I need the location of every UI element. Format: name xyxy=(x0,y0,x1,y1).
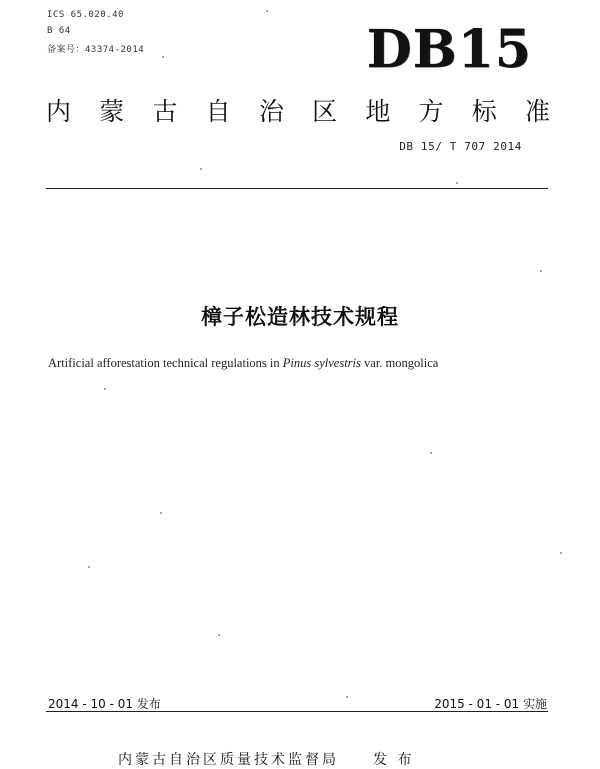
standard-type-char: 古 xyxy=(152,97,178,126)
standard-type-char: 区 xyxy=(312,97,338,126)
standard-type-char: 标 xyxy=(471,97,497,126)
ccs-code: B 64 xyxy=(47,26,71,36)
standard-type-heading xyxy=(46,92,550,128)
title-english-prefix: Artificial afforestation technical regulations in xyxy=(48,356,283,370)
scan-speck xyxy=(560,552,562,554)
standard-type-char: 自 xyxy=(205,97,231,126)
scan-speck xyxy=(160,512,162,514)
scan-speck xyxy=(540,270,542,272)
title-english-suffix: var. mongolica xyxy=(360,356,439,370)
scan-speck xyxy=(88,566,90,568)
scan-speck xyxy=(266,10,268,12)
standard-type-char: 准 xyxy=(524,97,550,126)
scan-speck xyxy=(456,182,458,184)
title-english-latin-name: Pinus sylvestris xyxy=(282,356,361,370)
scan-speck xyxy=(162,56,164,58)
standard-type-char: 地 xyxy=(365,97,391,126)
standard-type-char: 方 xyxy=(418,97,444,126)
scan-speck xyxy=(200,168,202,170)
scan-speck xyxy=(346,696,348,698)
header-divider xyxy=(46,188,548,189)
issuer-action: 发 布 xyxy=(373,752,415,768)
scan-speck xyxy=(104,388,106,390)
scan-speck xyxy=(218,634,220,636)
standard-type-char: 蒙 xyxy=(99,97,125,126)
issuing-authority xyxy=(118,749,414,769)
document-title-chinese: 樟子松造林技术规程 xyxy=(201,305,399,329)
issuer-name: 内蒙古自治区质量技术监督局 xyxy=(118,752,339,768)
issue-date: 2014 - 10 - 01 发布 xyxy=(48,697,161,711)
scan-speck xyxy=(430,452,432,454)
ics-code: ICS 65.020.40 xyxy=(47,10,124,20)
db15-logo: DB15 xyxy=(366,19,532,80)
implementation-date: 2015 - 01 - 01 实施 xyxy=(434,697,547,711)
record-number: 备案号：43374-2014 xyxy=(47,45,145,55)
document-title-english xyxy=(48,356,438,371)
standard-type-char: 内 xyxy=(46,97,72,126)
standard-number: DB 15/ T 707 2014 xyxy=(399,140,522,153)
standard-type-char: 治 xyxy=(258,97,284,126)
footer-divider xyxy=(46,711,548,712)
